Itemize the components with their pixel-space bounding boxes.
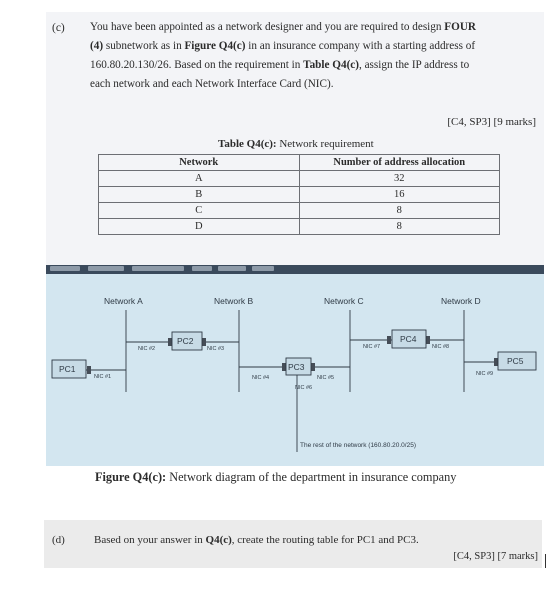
- question-line: [90, 75, 536, 94]
- question-c-text: [90, 18, 536, 94]
- question-d-panel: [44, 520, 542, 568]
- label-network-c: Network C: [324, 296, 364, 306]
- question-line: [90, 18, 536, 37]
- text-run-bold: (4): [90, 40, 104, 52]
- text-run: , create the routing table for PC1 and PC3.: [231, 534, 419, 546]
- label-nic-4: NIC #4: [252, 375, 270, 381]
- network-diagram: [46, 274, 544, 466]
- cell-network: C: [99, 203, 300, 219]
- table-row: [99, 203, 500, 219]
- label-nic-8: NIC #8: [432, 344, 450, 350]
- cell-network: B: [99, 187, 300, 203]
- text-run-bold: FOUR: [444, 21, 476, 33]
- text-run-bold: Q4(c): [205, 534, 232, 546]
- table-caption-text: Network requirement: [276, 138, 374, 150]
- table-caption: [218, 138, 374, 150]
- label-pc4: PC4: [400, 334, 417, 344]
- cell-allocation: 8: [299, 219, 500, 235]
- cell-allocation: 32: [299, 171, 500, 187]
- text-run: subnetwork as in: [103, 40, 185, 52]
- cell-network: D: [99, 219, 300, 235]
- browser-bookmark-strip: [46, 265, 544, 274]
- nic-block: [87, 366, 91, 374]
- figure-caption-label: Figure Q4(c):: [95, 470, 167, 484]
- nic-block: [311, 363, 315, 371]
- label-pc3: PC3: [288, 362, 305, 372]
- figure-caption: [95, 470, 456, 485]
- label-nic-1: NIC #1: [94, 374, 112, 380]
- label-rest-of-network: The rest of the network (160.80.20.0/25): [300, 442, 416, 449]
- cell-allocation: 16: [299, 187, 500, 203]
- text-run-bold: Figure Q4(c): [184, 40, 246, 52]
- cell-allocation: 8: [299, 203, 500, 219]
- text-run: , assign the IP address to: [359, 59, 470, 71]
- label-pc1: PC1: [59, 364, 76, 374]
- nic-block: [282, 363, 286, 371]
- label-pc2: PC2: [177, 336, 194, 346]
- text-run-bold: Table Q4(c): [303, 59, 359, 71]
- text-run: 160.80.20.130/26. Based on the requirement in: [90, 59, 304, 71]
- label-nic-5: NIC #5: [317, 375, 335, 381]
- question-c-number: (c): [52, 22, 65, 34]
- nic-block: [168, 338, 172, 346]
- question-d-marks: [C4, SP3] [7 marks]: [453, 551, 538, 562]
- cell-network: A: [99, 171, 300, 187]
- header-network: Network: [99, 155, 300, 171]
- label-nic-6: NIC #6: [295, 385, 313, 391]
- network-requirement-table: [98, 154, 500, 235]
- text-run: You have been appointed as a network designer and you are required to design: [90, 21, 445, 33]
- text-run: Based on your answer in: [94, 534, 206, 546]
- nic-block: [202, 338, 206, 346]
- question-c-marks: [C4, SP3] [9 marks]: [447, 116, 536, 128]
- nic-block: [387, 336, 391, 344]
- question-line: [90, 56, 536, 75]
- nic-block: [426, 336, 430, 344]
- label-nic-7: NIC #7: [363, 344, 381, 350]
- label-nic-9: NIC #9: [476, 371, 494, 377]
- question-d-text: [94, 534, 419, 546]
- question-d-number: (d): [52, 534, 65, 546]
- table-row: [99, 171, 500, 187]
- label-network-b: Network B: [214, 296, 254, 306]
- table-row: [99, 187, 500, 203]
- label-nic-3: NIC #3: [207, 346, 225, 352]
- table-row: [99, 219, 500, 235]
- label-nic-2: NIC #2: [138, 346, 156, 352]
- header-address-allocation: Number of address allocation: [299, 155, 500, 171]
- text-run: each network and each Network Interface Card (NIC).: [90, 78, 334, 90]
- label-network-a: Network A: [104, 296, 143, 306]
- table-header-row: [99, 155, 500, 171]
- nic-block: [494, 358, 498, 366]
- text-run: in an insurance company with a starting address of: [245, 40, 476, 52]
- text-cursor: [545, 554, 546, 568]
- label-network-d: Network D: [441, 296, 481, 306]
- table-caption-label: Table Q4(c):: [218, 138, 277, 150]
- figure-caption-text: Network diagram of the department in insurance company: [166, 470, 457, 484]
- label-pc5: PC5: [507, 356, 524, 366]
- question-line: [90, 37, 536, 56]
